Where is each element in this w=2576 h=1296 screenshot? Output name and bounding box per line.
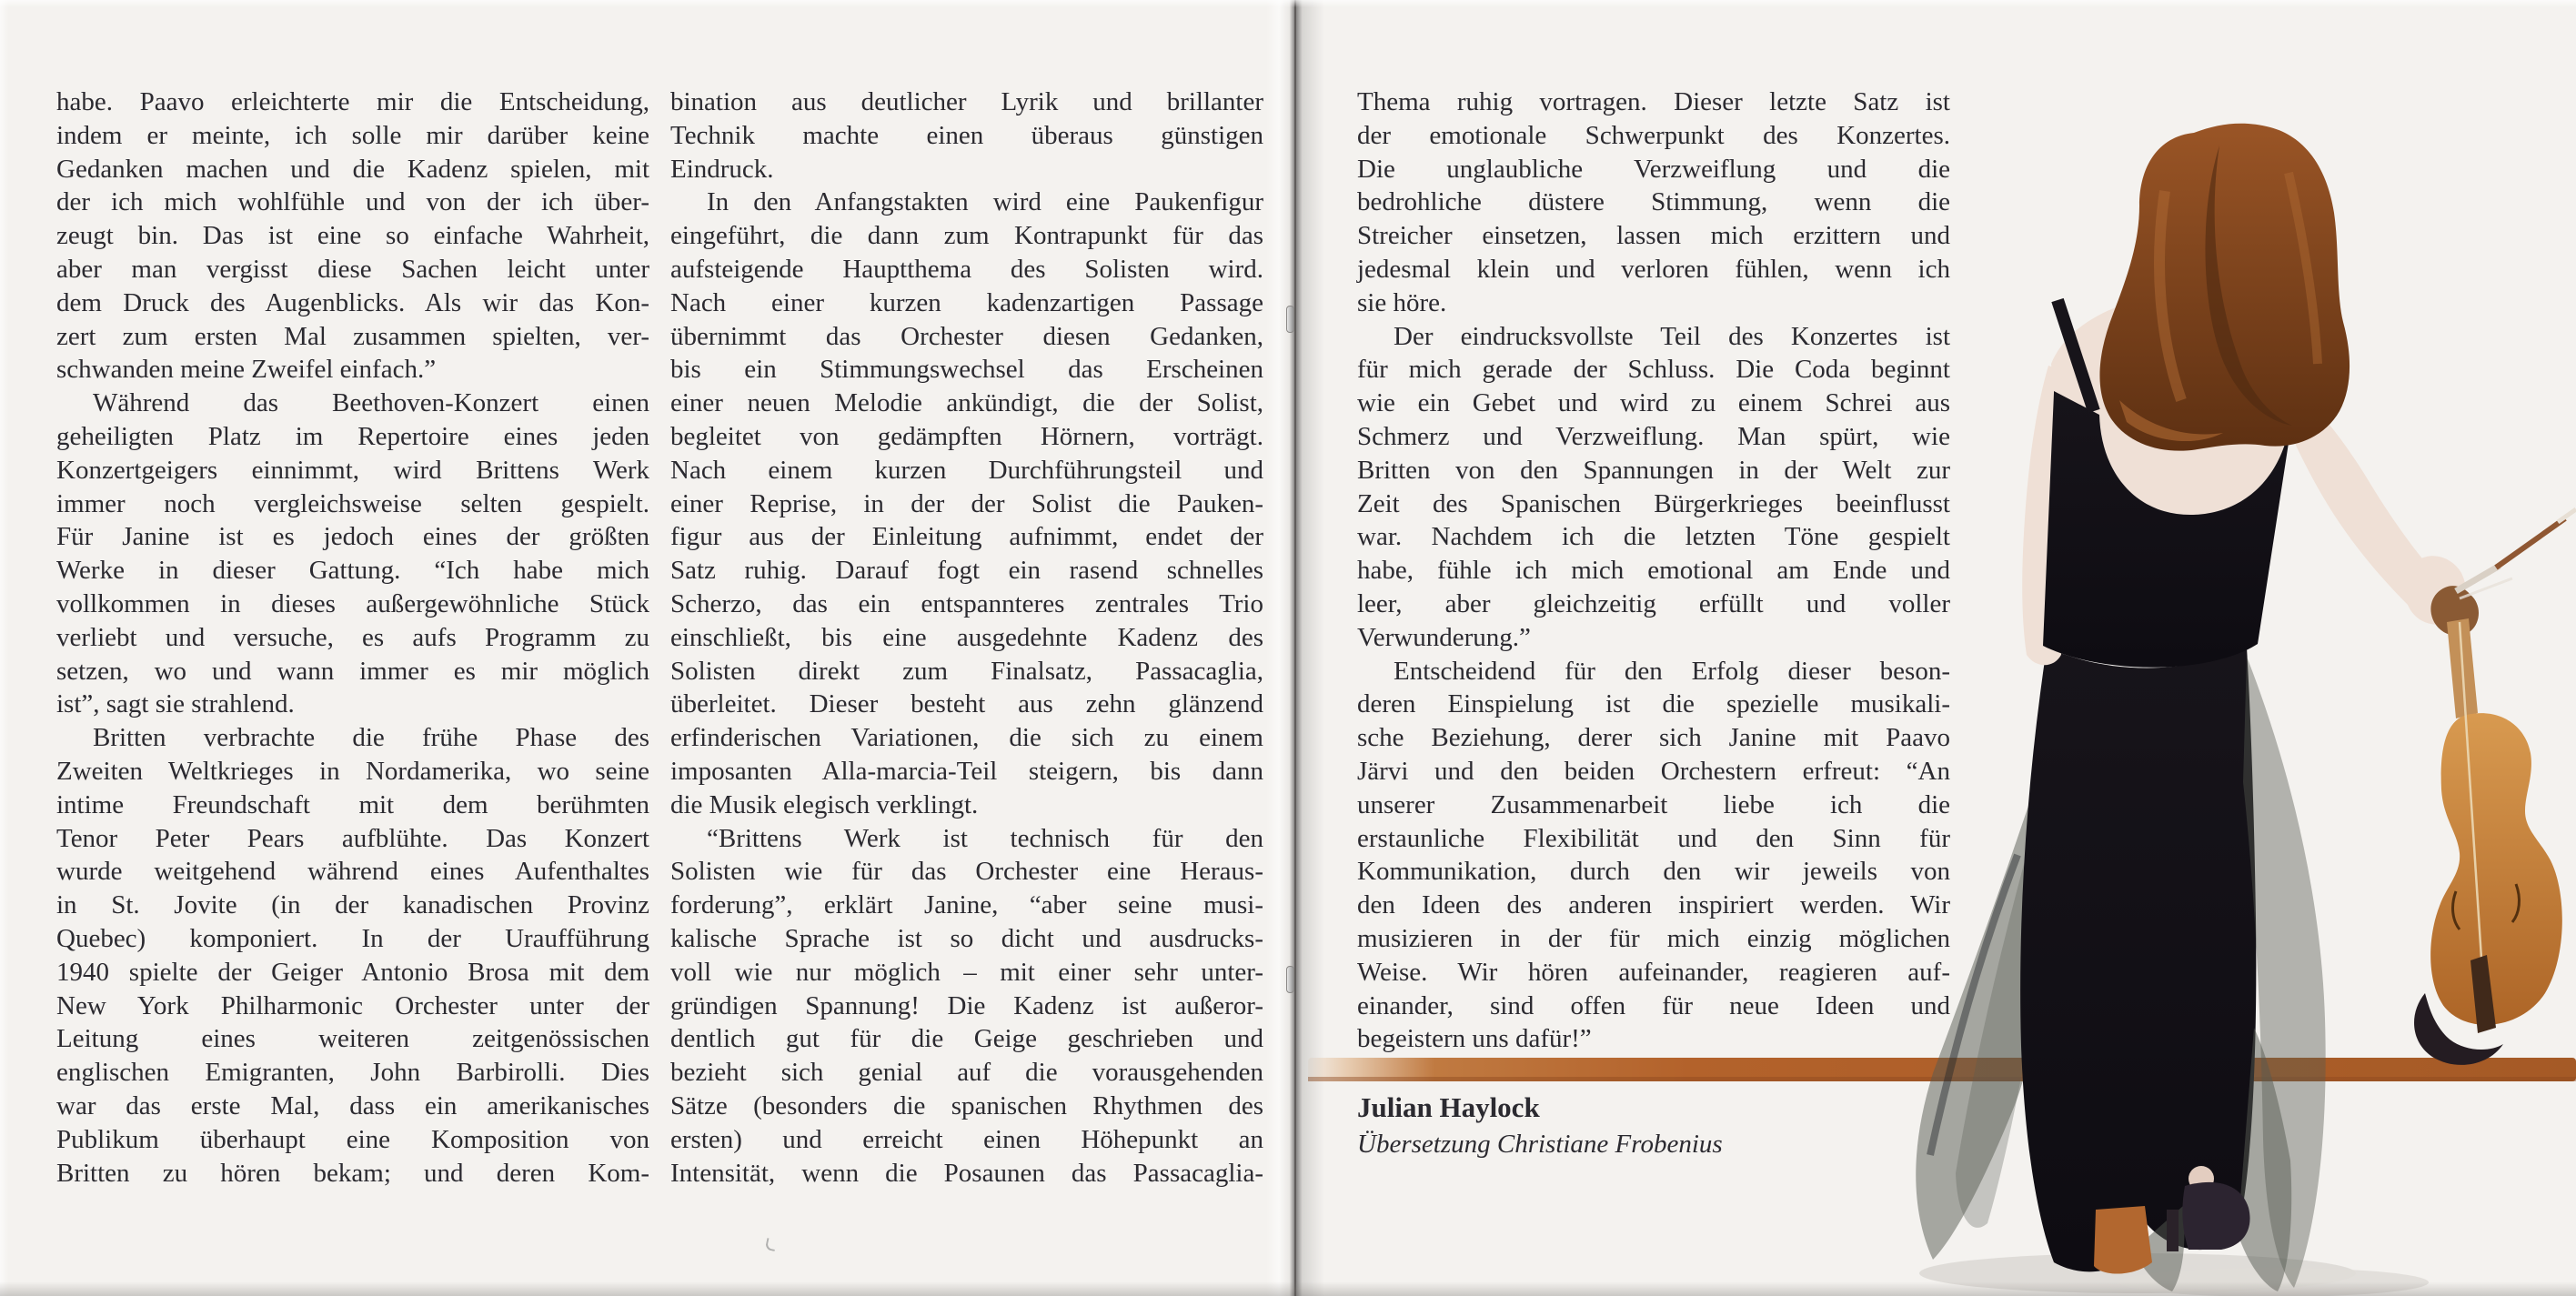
- text-line: Verwunderung.”: [1357, 622, 1531, 652]
- text-line: der emotionale Schwerpunkt des Konzertes.: [1357, 120, 1950, 150]
- text-line: In den Anfangstakten wird eine Paukenfigur: [707, 187, 1263, 217]
- text-line: immer noch vergleichsweise selten gespielt.: [56, 488, 649, 518]
- violin-body: [2430, 713, 2562, 1025]
- text-line: Leitung eines weiteren zeitgenössischen: [56, 1024, 649, 1054]
- text-line: zeugt bin. Das ist eine so einfache Wahrheit,: [56, 221, 649, 251]
- text-line: Publikum überhaupt eine Komposition von: [56, 1124, 649, 1154]
- author-name: Julian Haylock: [1357, 1091, 1540, 1123]
- text-line: bedrohliche düstere Stimmung, wenn die: [1357, 187, 1950, 217]
- scan-speck: [765, 1238, 777, 1251]
- text-line: Solisten wie für das Orchester eine Heraus-: [670, 857, 1263, 887]
- text-line: Britten zu hören bekam; und deren Kom-: [56, 1158, 649, 1188]
- text-line: forderung”, erklärt Janine, “aber seine musi-: [670, 890, 1263, 920]
- text-line: war das erste Mal, dass ein amerikanisches: [56, 1090, 649, 1120]
- text-line: Kommunikation, durch den wir jeweils von: [1357, 857, 1950, 887]
- staple-top: [1286, 306, 1294, 333]
- text-line: dentlich gut für die Geige geschrieben und: [670, 1024, 1263, 1054]
- stiletto-heel: [2167, 1210, 2179, 1251]
- text-line: Zweiten Weltkrieges in Nordamerika, wo seine: [56, 756, 649, 786]
- text-line: Konzertgeigers einnimmt, wird Brittens Werk: [56, 455, 649, 485]
- text-line: einer Reprise, in der der Solist die Pauken-: [670, 488, 1263, 518]
- text-line: Järvi und den beiden Orchestern erfreut: “An: [1357, 756, 1950, 786]
- text-line: Streicher einsetzen, lassen mich erzittern und: [1357, 221, 1950, 251]
- text-line: erstaunliche Flexibilität und den Sinn für: [1357, 823, 1950, 853]
- text-line: gründigen Spannung! Die Kadenz ist außeror-: [670, 990, 1263, 1020]
- staple-bottom: [1286, 966, 1294, 993]
- text-line: einschließt, bis eine ausgedehnte Kadenz des: [670, 622, 1263, 652]
- text-line: einer neuen Melodie ankündigt, die der Solist,: [670, 388, 1263, 418]
- text-line: Der eindrucksvollste Teil des Konzertes ist: [1394, 321, 1950, 351]
- text-line: Nach einem kurzen Durchführungsteil und: [670, 455, 1263, 485]
- text-line: unserer Zusammenarbeit liebe ich die: [1357, 789, 1950, 819]
- text-line: habe. Paavo erleichterte mir die Entscheidung,: [56, 87, 649, 116]
- text-line: aufsteigende Hauptthema des Solisten wird.: [670, 254, 1263, 284]
- text-line: wie ein Gebet und wird zu einem Schrei aus: [1357, 388, 1950, 418]
- text-line: bination aus deutlicher Lyrik und brillanter: [670, 87, 1263, 116]
- text-line: einander, sind offen für neue Ideen und: [1357, 990, 1950, 1020]
- text-line: setzen, wo und wann immer es mir möglich: [56, 656, 649, 686]
- text-line: habe, fühle ich mich emotional am Ende und: [1357, 556, 1950, 586]
- text-line: für mich gerade der Schluss. Die Coda beginnt: [1357, 355, 1950, 385]
- text-line: Solisten direkt zum Finalsatz, Passacaglia,: [670, 656, 1263, 686]
- text-line: überleitet. Dieser besteht aus zehn glänzend: [670, 689, 1263, 719]
- hair: [2099, 124, 2350, 451]
- text-line: Während das Beethoven-Konzert einen: [93, 388, 649, 418]
- dress-skirt: [2020, 648, 2256, 1271]
- text-line: der ich mich wohlfühle und von der ich über-: [56, 187, 649, 217]
- text-line: begleitet von gedämpften Hörnern, vorträgt.: [670, 421, 1263, 451]
- text-line: aber man vergisst diese Sachen leicht unter: [56, 254, 649, 284]
- page-edge-left: [0, 0, 9, 1296]
- text-line: Quebec) komponiert. In der Uraufführung: [56, 923, 649, 953]
- text-line: Nach einer kurzen kadenzartigen Passage: [670, 287, 1263, 317]
- text-line: bis ein Stimmungswechsel das Erscheinen: [670, 355, 1263, 385]
- text-line: Für Janine ist es jedoch eines der größten: [56, 522, 649, 552]
- text-line: englischen Emigranten, John Barbirolli. Dies: [56, 1058, 649, 1088]
- text-line: vollkommen in dieses außergewöhnliche Stück: [56, 588, 649, 618]
- text-line: eingeführt, die dann zum Kontrapunkt für das: [670, 221, 1263, 251]
- text-line: dem Druck des Augenblicks. Als wir das Kon-: [56, 287, 649, 317]
- text-line: musizieren in der für mich einzig möglichen: [1357, 923, 1950, 953]
- text-line: Eindruck.: [670, 154, 774, 184]
- text-line: die Musik elegisch verklingt.: [670, 789, 979, 819]
- text-line: in St. Jovite (in der kanadischen Provinz: [56, 890, 649, 920]
- text-line: intime Freundschaft mit dem berühmten: [56, 789, 649, 819]
- text-line: wurde weitgehend während eines Aufenthaltes: [56, 857, 649, 887]
- text-line: Sätze (besonders die spanischen Rhythmen des: [670, 1090, 1263, 1120]
- text-line: Intensität, wenn die Posaunen das Passacaglia-: [670, 1158, 1263, 1188]
- text-line: indem er meinte, ich solle mir darüber keine: [56, 120, 649, 150]
- text-line: deren Einspielung ist die spezielle musikali-: [1357, 689, 1950, 719]
- text-line: kalische Sprache ist so dicht und ausdrucks-: [670, 923, 1263, 953]
- text-line: schwanden meine Zweifel einfach.”: [56, 355, 437, 385]
- text-line: Tenor Peter Pears aufblühte. Das Konzert: [56, 823, 649, 853]
- text-line: Scherzo, das ein entspannteres zentrales Trio: [670, 588, 1263, 618]
- text-line: Britten verbrachte die frühe Phase des: [93, 723, 649, 753]
- tan-heel-shoe: [2094, 1206, 2152, 1274]
- text-line: ist”, sagt sie strahlend.: [56, 689, 295, 719]
- text-line: bezieht sich genial auf die vorausgehenden: [670, 1058, 1263, 1088]
- text-line: Thema ruhig vortragen. Dieser letzte Satz ist: [1357, 87, 1950, 116]
- violin: [2414, 586, 2562, 1065]
- violin-bow: [2456, 509, 2576, 598]
- text-line: erfinderischen Variationen, die sich zu einem: [670, 723, 1263, 753]
- text-line: figur aus der Einleitung aufnimmt, endet der: [670, 522, 1263, 552]
- text-line: begeistern uns dafür!”: [1357, 1024, 1592, 1054]
- text-line: den Ideen des anderen inspiriert werden. Wir: [1357, 890, 1950, 920]
- text-line: Technik machte einen überaus günstigen: [670, 120, 1263, 150]
- text-line: geheiligten Platz im Repertoire eines jeden: [56, 421, 649, 451]
- text-line: Gedanken machen und die Kadenz spielen, mit: [56, 154, 649, 184]
- text-column-middle: [670, 85, 1263, 1190]
- text-line: war. Nachdem ich die letzten Töne gespielt: [1357, 522, 1950, 552]
- text-line: übernimmt das Orchester diesen Gedanken,: [670, 321, 1263, 351]
- violinist-photo: [1273, 0, 2576, 1296]
- text-line: Die unglaubliche Verzweiflung und die: [1357, 154, 1950, 184]
- text-line: jedesmal klein und verloren fühlen, wenn ich: [1357, 254, 1950, 284]
- text-column-left: [56, 85, 649, 1190]
- translator-credit: Übersetzung Christiane Frobenius: [1357, 1130, 1723, 1159]
- text-line: imposanten Alla-marcia-Teil steigern, bis dann: [670, 756, 1263, 786]
- text-line: verliebt und versuche, es aufs Programm zu: [56, 622, 649, 652]
- text-line: Satz ruhig. Darauf fogt ein rasend schnelles: [670, 556, 1263, 586]
- text-line: 1940 spielte der Geiger Antonio Brosa mit dem: [56, 957, 649, 987]
- text-line: sie höre.: [1357, 287, 1447, 317]
- text-line: leer, aber gleichzeitig erfüllt und voller: [1357, 588, 1950, 618]
- text-line: Zeit des Spanischen Bürgerkrieges beeinflusst: [1357, 488, 1950, 518]
- text-line: “Brittens Werk ist technisch für den: [707, 823, 1263, 853]
- text-line: sche Beziehung, derer sich Janine mit Paavo: [1357, 723, 1950, 753]
- text-line: Britten von den Spannungen in der Welt zur: [1357, 455, 1950, 485]
- text-line: voll wie nur möglich – mit einer sehr unter-: [670, 957, 1263, 987]
- text-line: zert zum ersten Mal zusammen spielten, ver-: [56, 321, 649, 351]
- text-line: Schmerz und Verzweiflung. Man spürt, wie: [1357, 421, 1950, 451]
- text-line: Werke in dieser Gattung. “Ich habe mich: [56, 556, 649, 586]
- text-line: ersten) und erreicht einen Höhepunkt an: [670, 1124, 1263, 1154]
- text-line: Weise. Wir hören aufeinander, reagieren auf-: [1357, 957, 1950, 987]
- text-line: New York Philharmonic Orchester unter der: [56, 990, 649, 1020]
- text-line: Entscheidend für den Erfolg dieser beson-: [1394, 656, 1950, 686]
